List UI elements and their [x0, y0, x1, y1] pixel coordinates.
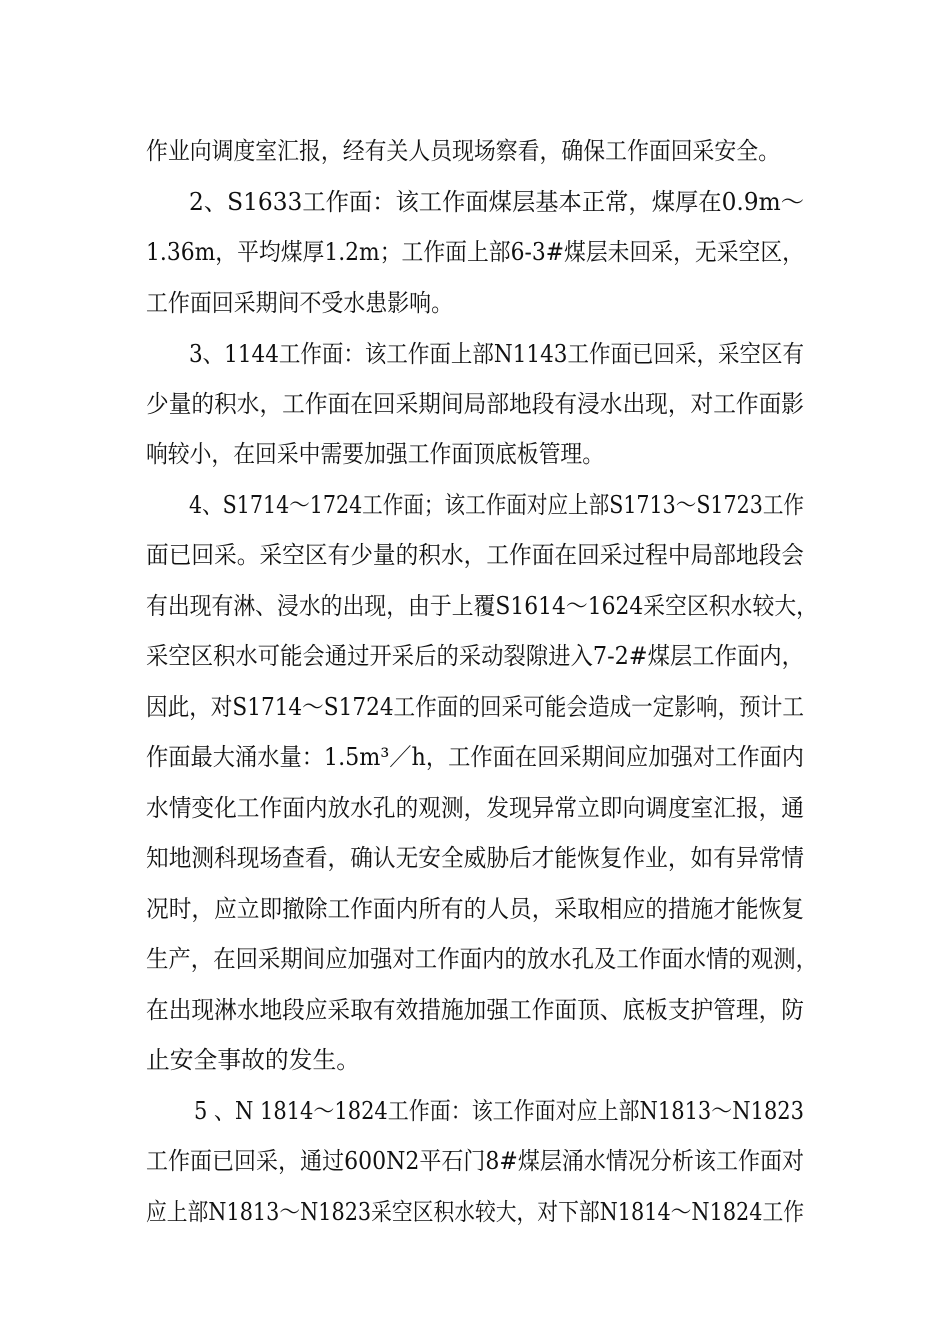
text-line	[0, 131, 950, 171]
text-line	[0, 434, 950, 474]
text-line	[0, 788, 950, 828]
text-line	[0, 384, 950, 424]
text-line-content: 3、1144工作面：该工作面上部N1143工作面已回采，采空区有	[189, 340, 804, 368]
text-line-content: 5 、N 1814～1824工作面：该工作面对应上部N1813～N1823	[194, 1097, 804, 1125]
text-line-content: 水情变化工作面内放水孔的观测，发现异常立即向调度室汇报，通	[146, 794, 804, 822]
text-line	[0, 334, 950, 374]
text-line	[0, 232, 950, 272]
text-line	[0, 737, 950, 777]
text-line-content: 1.36m，平均煤厚1.2m；工作面上部6-3#煤层未回采，无采空区，	[146, 238, 804, 266]
text-line-content: 作业向调度室汇报，经有关人员现场察看，确保工作面回采安全。	[146, 137, 780, 165]
text-line	[0, 182, 950, 222]
text-line-content: 况时，应立即撤除工作面内所有的人员，采取相应的措施才能恢复	[146, 895, 804, 923]
text-line-content: 工作面已回采，通过600N2平石门8#煤层涌水情况分析该工作面对	[146, 1147, 804, 1175]
text-line	[0, 1040, 950, 1080]
text-line-content: 4、S1714～1724工作面；该工作面对应上部S1713～S1723工作	[189, 491, 804, 519]
text-line	[0, 939, 950, 979]
text-line-content: 采空区积水可能会通过开采后的采动裂隙进入7-2#煤层工作面内，	[146, 642, 804, 670]
text-line-content: 工作面回采期间不受水患影响。	[146, 289, 453, 317]
text-line	[0, 838, 950, 878]
text-line-content: 2、S1633工作面：该工作面煤层基本正常，煤厚在0.9m～	[189, 188, 804, 216]
text-line-content: 应上部N1813～N1823采空区积水较大，对下部N1814～N1824工作	[146, 1198, 804, 1226]
text-line	[0, 687, 950, 727]
text-line-content: 因此，对S1714～S1724工作面的回采可能会造成一定影响，预计工	[146, 693, 804, 721]
text-line	[0, 283, 950, 323]
text-line-content: 响较小，在回采中需要加强工作面顶底板管理。	[146, 440, 604, 468]
text-line	[0, 889, 950, 929]
text-line	[0, 636, 950, 676]
text-line	[0, 535, 950, 575]
text-line-content: 知地测科现场查看，确认无安全威胁后才能恢复作业，如有异常情	[146, 844, 804, 872]
text-line-content: 有出现有淋、浸水的出现，由于上覆S1614～1624采空区积水较大，	[146, 592, 818, 620]
text-line	[0, 1141, 950, 1181]
text-line-content: 在出现淋水地段应采取有效措施加强工作面顶、底板支护管理，防	[146, 996, 804, 1024]
text-line-content: 止安全事故的发生。	[146, 1046, 360, 1074]
text-line-content: 面已回采。采空区有少量的积水，工作面在回采过程中局部地段会	[146, 541, 804, 569]
text-line	[0, 1192, 950, 1232]
text-line-content: 生产，在回采期间应加强对工作面内的放水孔及工作面水情的观测，	[146, 945, 818, 973]
text-line	[0, 1091, 950, 1131]
text-line	[0, 586, 950, 626]
text-line-content: 少量的积水，工作面在回采期间局部地段有浸水出现，对工作面影	[146, 390, 804, 418]
text-line-content: 作面最大涌水量：1.5m³／h，工作面在回采期间应加强对工作面内	[146, 743, 804, 771]
text-line	[0, 990, 950, 1030]
text-line	[0, 485, 950, 525]
